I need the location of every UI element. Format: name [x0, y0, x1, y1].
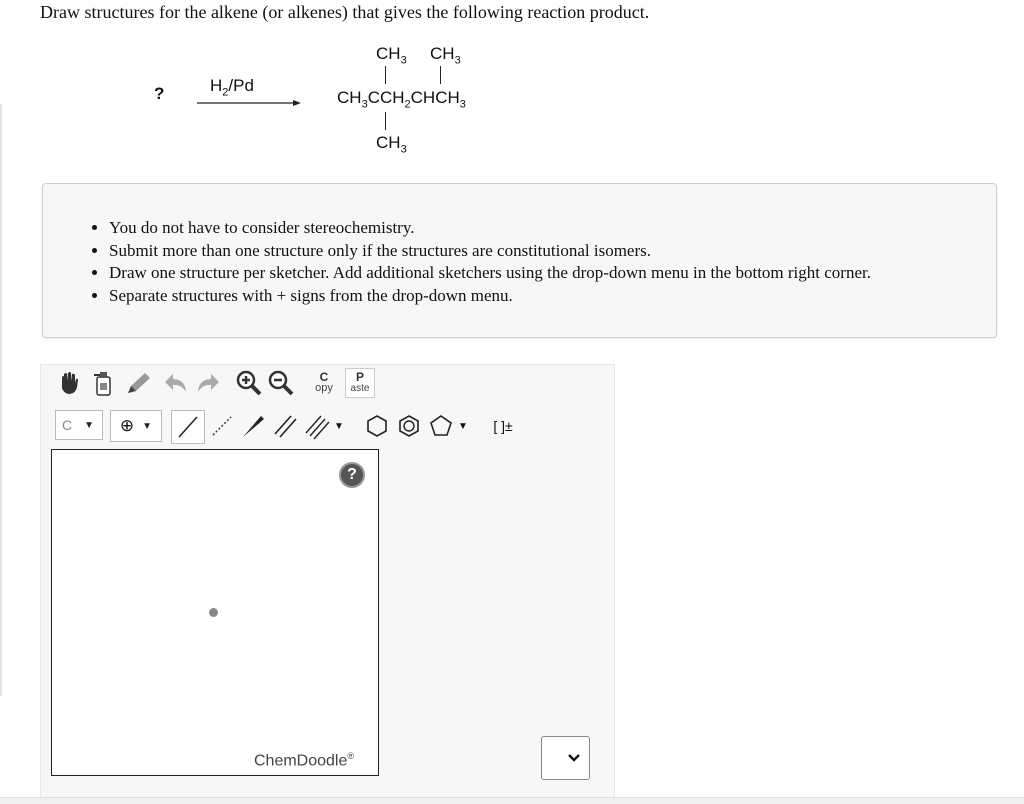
dropdown-caret-icon: ▼ — [142, 420, 153, 432]
bond-line — [385, 112, 386, 130]
ring-dropdown-caret-icon[interactable]: ▼ — [458, 420, 468, 432]
zoom-out-icon[interactable] — [266, 368, 296, 398]
instruction-item: • Separate structures with + signs from the drop-down menu. — [109, 285, 871, 308]
instruction-item: • You do not have to consider stereochemistry. — [109, 217, 871, 240]
instructions-panel — [42, 183, 997, 338]
question-text: Draw structures for the alkene (or alkenes) that gives the following reaction product. — [40, 2, 650, 22]
hexagon-ring-icon[interactable] — [362, 411, 392, 441]
paste-button[interactable]: P aste — [345, 368, 375, 398]
triple-bond-icon[interactable] — [302, 411, 332, 441]
double-bond-icon[interactable] — [270, 411, 300, 441]
copy-button[interactable]: C opy — [315, 370, 333, 394]
instruction-item: • Draw one structure per sketcher. Add additional sketchers using the drop-down menu in the bottom right corner. — [109, 262, 871, 285]
bond-line — [440, 66, 441, 84]
left-divider — [0, 104, 2, 696]
bond-dropdown-caret-icon[interactable]: ▼ — [334, 420, 344, 432]
benzene-ring-icon[interactable] — [394, 411, 424, 441]
dashed-bond-icon[interactable] — [207, 411, 237, 441]
dropdown-caret-icon: ▼ — [84, 419, 95, 431]
help-icon[interactable]: ? — [339, 462, 365, 488]
add-sketcher-dropdown[interactable] — [541, 736, 590, 780]
instruction-item: • Submit more than one structure only if the structures are constitutional isomers. — [109, 240, 871, 263]
eraser-bottle-icon[interactable] — [88, 368, 118, 398]
pencil-draw-icon[interactable] — [124, 368, 154, 398]
charge-selector[interactable] — [110, 410, 162, 442]
undo-icon[interactable] — [160, 368, 190, 398]
reagent-label: $H_2/Pd$ — [210, 76, 254, 99]
element-selector[interactable]: C ▼ — [55, 410, 103, 440]
product-methyl-top-left: $CH_3$ — [376, 44, 407, 67]
zoom-in-icon[interactable] — [234, 368, 264, 398]
product-methyl-bottom: $CH_3$ — [376, 133, 407, 156]
hand-pan-icon[interactable] — [54, 368, 84, 398]
brackets-tool[interactable]: [ ]± — [493, 418, 513, 434]
redo-icon[interactable] — [194, 368, 224, 398]
single-bond-tool[interactable] — [171, 410, 205, 444]
wedge-bond-icon[interactable] — [238, 411, 268, 441]
chemdoodle-watermark: ChemDoodle® — [254, 751, 355, 770]
chevron-down-icon — [567, 753, 581, 763]
product-methyl-top-right: $CH_3$ — [430, 44, 461, 67]
instructions-list — [43, 217, 871, 307]
product-main-chain: $CH_3CCH_2CHCH_3$ — [337, 88, 466, 111]
reactant-unknown: ? — [154, 84, 165, 103]
canvas-cursor-dot — [209, 608, 218, 617]
charge-plus-icon: ⊕ — [119, 416, 135, 435]
reaction-arrow — [197, 98, 301, 108]
bond-line — [385, 66, 386, 84]
pentagon-ring-icon[interactable] — [426, 411, 456, 441]
